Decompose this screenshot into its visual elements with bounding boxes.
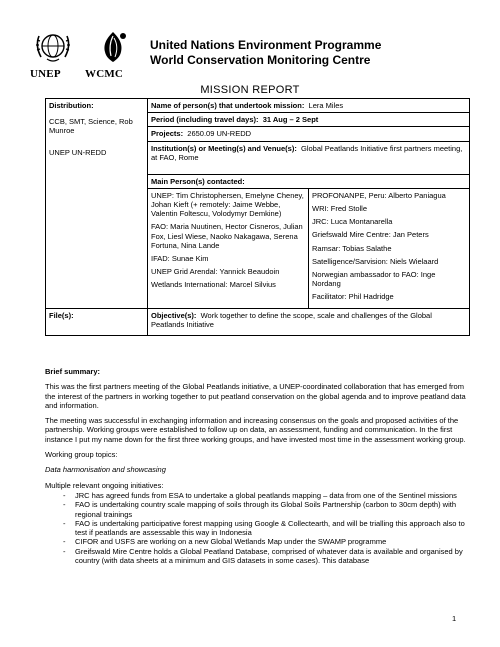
wcmc-logo-text: WCMC xyxy=(85,68,124,80)
contact-entry: WRI: Fred Stolle xyxy=(312,204,368,214)
distribution-value-2: UNEP UN-REDD xyxy=(49,147,107,157)
working-group-topics: Working group topics: xyxy=(45,450,118,460)
document-title: MISSION REPORT xyxy=(200,84,300,96)
contact-entry: Wetlands International: Marcel Silvius xyxy=(151,280,276,290)
objectives-value: Work together to define the scope, scale and challenges of the Global Peatlands Initiative xyxy=(151,310,432,329)
list-item: - Greifswald Mire Centre holds a Global Peatland Database, comprised of whatever data is available and organised by country (with data sheets at a minimum and GIS datasets in some cases). This database xyxy=(75,547,470,566)
contact-entry: PROFONANPE, Peru: Alberto Paniagua xyxy=(312,190,446,200)
contact-entry: IFAD: Sunae Kim xyxy=(151,254,209,264)
contact-entry: JRC: Luca Montanarella xyxy=(312,217,393,227)
unep-emblem-icon xyxy=(33,30,73,64)
list-item: - FAO is undertaking country scale mapping of soils through its Global Soils Partnership (carbon to 30cm depth) with regional trainings xyxy=(75,500,470,519)
org-line-1: United Nations Environment Programme xyxy=(150,38,382,52)
summary-paragraph-1: This was the first partners meeting of the Global Peatlands initiative, a UNEP-coordinated collaboration that has emerged from the interest of the partners in working together to put peatland conservation on the global agenda and to improve peatland data and information. xyxy=(45,382,466,410)
report-body xyxy=(45,367,470,565)
contacts-right-column xyxy=(309,189,470,308)
wcmc-logo xyxy=(85,30,140,80)
main-persons-label: Main Person(s) contacted: xyxy=(148,175,469,189)
distribution-label: Distribution: xyxy=(49,101,94,110)
contact-entry: Norwegian ambassador to FAO: Inge Nordang xyxy=(312,270,436,289)
contact-entry: Satelligence/Sarvision: Niels Wielaard xyxy=(312,256,439,266)
logos xyxy=(30,30,140,80)
org-line-2: World Conservation Monitoring Centre xyxy=(150,53,371,67)
list-item: - FAO is undertaking participative forest mapping using Google & Collectearth, and will be trialling this approach also to test if peatlands are assessable this way in Indonesia xyxy=(75,519,470,538)
contact-entry: UNEP: Tim Christophersen, Emelyne Cheney, Johan Kieft (+ remotely: Jaime Webbe, Valentin Foltescu, Volodymyr Demkine) xyxy=(151,190,304,219)
institutions-cell xyxy=(148,141,470,174)
persons-label: Name of person(s) that undertook mission: xyxy=(151,101,305,110)
period-value: 31 Aug – 2 Sept xyxy=(262,115,319,125)
mission-table xyxy=(45,98,470,336)
ongoing-initiatives-intro: Multiple relevant ongoing initiatives: xyxy=(45,480,164,490)
distribution-value-1: CCB, SMT, Science, Rob Munroe xyxy=(49,117,133,136)
initiatives-list xyxy=(45,491,470,565)
contact-entry: Ramsar: Tobias Salathe xyxy=(312,243,392,253)
working-group-subheading: Data harmonisation and showcasing xyxy=(45,465,166,475)
persons-value: Lera Miles xyxy=(308,101,344,110)
institutions-value: Global Peatlands Initiative first partners meeting, at FAO, Rome xyxy=(151,143,463,162)
contacts-columns xyxy=(148,189,469,308)
projects-label: Projects: xyxy=(151,129,184,139)
list-item: - JRC has agreed funds from ESA to undertake a global peatlands mapping – data from one of the Sentinel missions xyxy=(75,491,470,500)
files-label: File(s): xyxy=(46,308,148,335)
contacts-cell xyxy=(148,174,470,308)
persons-cell xyxy=(148,99,470,113)
period-label: Period (including travel days): xyxy=(151,115,259,125)
unep-logo xyxy=(30,30,80,80)
period-cell xyxy=(148,113,470,127)
summary-paragraph-2: The meeting was successful in exchanging information and increasing consensus on the goals and proposed activities of the partnership. Working groups were established to follow up on data, an assessment, funding and communication. In the first instance I put my name down for the first three working groups, and have invested most time in the assessment working group. xyxy=(45,416,466,444)
objectives-label: Objective(s): xyxy=(151,310,197,320)
wcmc-emblem-icon xyxy=(93,30,133,64)
contacts-left-column xyxy=(148,189,309,308)
page-number: 1 xyxy=(452,614,457,623)
contact-entry: Griefswald Mire Centre: Jan Peters xyxy=(312,230,429,240)
brief-summary-heading: Brief summary: xyxy=(45,367,101,376)
unep-logo-text: UNEP xyxy=(30,68,61,80)
objectives-cell xyxy=(148,308,470,335)
distribution-cell xyxy=(46,99,148,309)
projects-value: 2650.09 UN-REDD xyxy=(187,129,252,139)
contact-entry: UNEP Grid Arendal: Yannick Beaudoin xyxy=(151,267,280,277)
organisation-name xyxy=(150,38,381,68)
contact-entry: FAO: Maria Nuutinen, Hector Cisneros, Julian Fox, Liesl Wiese, Naoko Nakagawa, Serena Fortuna, Nina Lande xyxy=(151,222,303,250)
list-item: - CIFOR and USFS are working on a new Global Wetlands Map under the SWAMP programme xyxy=(75,537,470,546)
institutions-label: Institution(s) or Meeting(s) and Venue(s): xyxy=(151,143,297,153)
contact-entry: Facilitator: Phil Hadridge xyxy=(312,292,394,302)
projects-cell xyxy=(148,127,470,141)
